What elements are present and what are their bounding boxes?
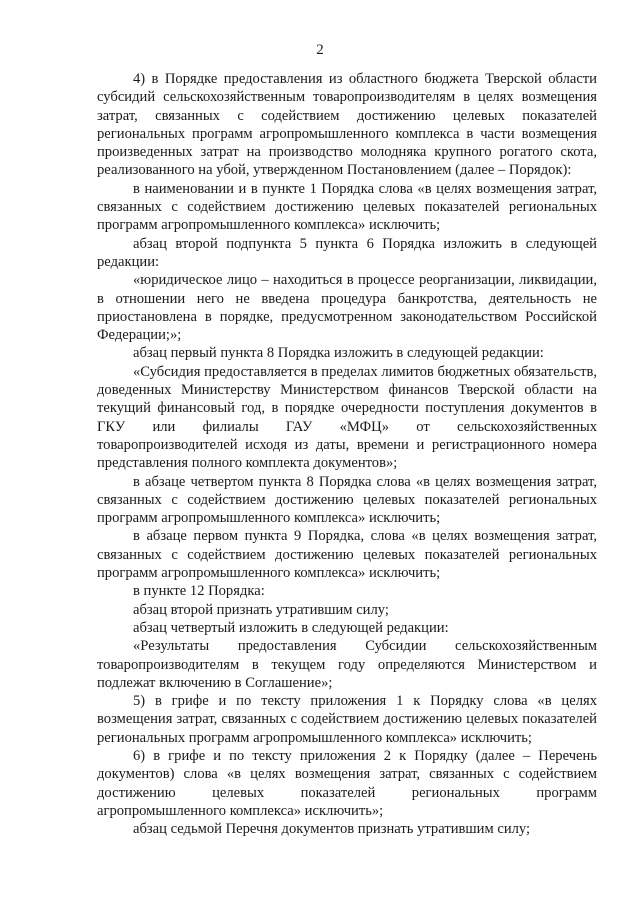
paragraph-item-5: 5) в грифе и по тексту приложения 1 к Порядку слова «в целях возмещения затрат, связанных с содействием достижению целевых показателей региональных программ агропромышленного комплекса» исключить;: [97, 693, 597, 746]
paragraph-legal-entity-quote: «юридическое лицо – находиться в процессе реорганизации, ликвидации, в отношении него не введена процедура банкротства, деятельность не приостановлена в порядке, предусмотренном законодательством Российской Федерации;»;: [97, 272, 597, 344]
paragraph-item-4: 4) в Порядке предоставления из областного бюджета Тверской области субсидий сельскохозяйственным товаропроизводителям в целях возмещения затрат, связанных с содействием достижению целевых показателей региональных программ агропромышленного комплекса в части возмещения произведенных затрат на производство молодняка крупного рогатого скота, реализованного на убой, утвержденном Постановлением (далее – Порядок):: [97, 71, 597, 179]
paragraph-seventh-void: абзац седьмой Перечня документов признать утратившим силу;: [133, 821, 531, 838]
paragraph-point-8-first: абзац первый пункта 8 Порядка изложить в следующей редакции:: [133, 345, 544, 362]
document-body: [97, 70, 597, 838]
paragraph-subsidy-quote: «Субсидия предоставляется в пределах лимитов бюджетных обязательств, доведенных Министерству Министерством финансов Тверской области на текущий финансовый год, в порядке очередности поступления документов в ГКУ или филиалы ГАУ «МФЦ» от сельскохозяйственных товаропроизводителей исходя из даты, времени и регистрационного номера представления полного комплекта документов»;: [97, 363, 597, 472]
paragraph-fourth-new: абзац четвертый изложить в следующей редакции:: [133, 619, 449, 636]
paragraph-subpoint-5-point-6: абзац второй подпункта 5 пункта 6 Порядка изложить в следующей редакции:: [97, 235, 597, 270]
paragraph-point-12: в пункте 12 Порядка:: [133, 583, 265, 600]
paragraph-item-6: 6) в грифе и по тексту приложения 2 к Порядку (далее – Перечень документов) слова «в целях возмещения затрат, связанных с содействием достижению целевых показателей региональных программ агропромышленного комплекса» исключить»;: [97, 747, 597, 819]
paragraph-point-9-first: в абзаце первом пункта 9 Порядка, слова «в целях возмещения затрат, связанных с содействием достижению целевых показателей региональных программ агропромышленного комплекса» исключить;: [97, 528, 597, 582]
paragraph-results-quote: «Результаты предоставления Субсидии сельскохозяйственным товаропроизводителям в текущем году определяются Министерством и подлежат включению в Соглашение»;: [97, 638, 597, 691]
paragraph-point-8-fourth: в абзаце четвертом пункта 8 Порядка слова «в целях возмещения затрат, связанных с содействием достижению целевых показателей региональных программ агропромышленного комплекса» исключить;: [97, 473, 597, 527]
paragraph-title-and-point-1: в наименовании и в пункте 1 Порядка слова «в целях возмещения затрат, связанных с содействием достижению целевых показателей региональных программ агропромышленного комплекса» исключить;: [97, 180, 597, 234]
page-number: 2: [316, 42, 324, 58]
paragraph-second-void: абзац второй признать утратившим силу;: [133, 601, 389, 618]
